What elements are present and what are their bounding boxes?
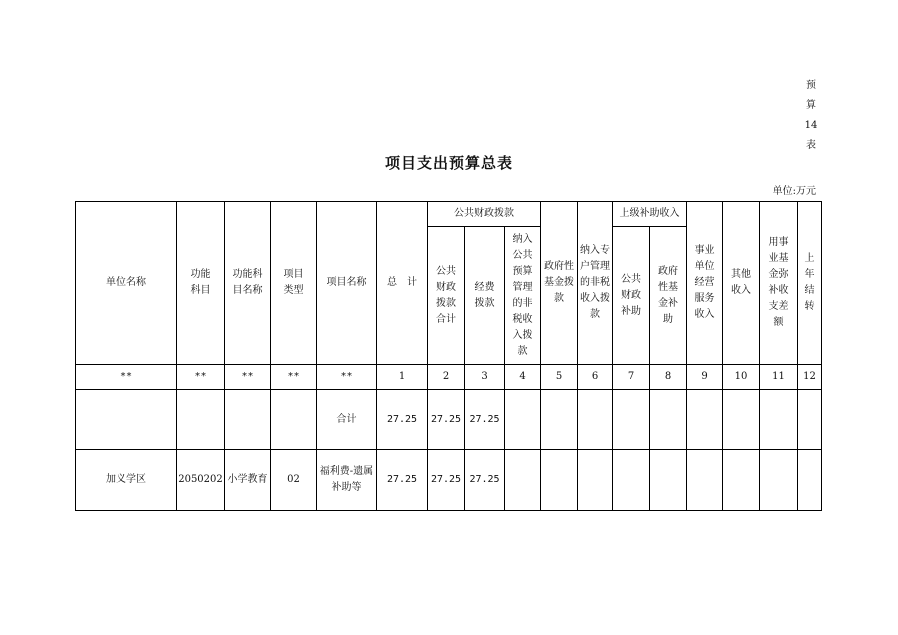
header-fund-makeup: 用事业基金弥补收支差额 — [760, 202, 798, 365]
header-func-subject-name: 功能科目名称 — [225, 202, 271, 365]
index-cell: 2 — [428, 365, 465, 390]
table-row — [76, 450, 822, 511]
header-nontax-in-budget: 纳入公共预算管理的非税收入拨款 — [505, 227, 541, 365]
index-cell: 11 — [760, 365, 798, 390]
cell-unit-name: 加义学区 — [76, 450, 177, 511]
cell-public-finance-sum: 27.25 — [428, 450, 465, 511]
header-unit-name: 单位名称 — [76, 202, 177, 365]
header-gov-fund-subsidy: 政府性基金补助 — [650, 227, 687, 365]
index-cell: ** — [76, 365, 177, 390]
header-superior-subsidy-group: 上级补助收入 — [613, 202, 687, 227]
table-row-total — [76, 390, 822, 450]
cell-func-subject-name — [225, 390, 271, 450]
index-cell: 12 — [798, 365, 822, 390]
cell-nontax-in-budget — [505, 390, 541, 450]
header-public-finance-group: 公共财政拨款 — [428, 202, 541, 227]
cell-carryover — [798, 450, 822, 511]
index-row — [76, 365, 822, 390]
header-other-income: 其他收入 — [723, 202, 760, 365]
cell-business-income — [687, 450, 723, 511]
budget-table — [75, 201, 822, 511]
header-project-type: 项目类型 — [271, 202, 317, 365]
cell-public-finance-sum: 27.25 — [428, 390, 465, 450]
page-title: 项目支出预算总表 — [384, 154, 513, 172]
header-project-name: 项目名称 — [317, 202, 377, 365]
cell-func-subject-name: 小学教育 — [225, 450, 271, 511]
corner-char: 表 — [806, 140, 816, 151]
header-func-subject: 功能科目 — [177, 202, 225, 365]
index-cell: 6 — [578, 365, 613, 390]
header-public-finance-subsidy: 公共财政补助 — [613, 227, 650, 365]
cell-gov-fund — [541, 390, 578, 450]
cell-other-income — [723, 450, 760, 511]
index-cell: 4 — [505, 365, 541, 390]
index-cell: ** — [271, 365, 317, 390]
cell-public-finance-subsidy — [613, 450, 650, 511]
cell-fund-makeup — [760, 390, 798, 450]
index-cell: 7 — [613, 365, 650, 390]
cell-project-type: 02 — [271, 450, 317, 511]
corner-char: 算 — [806, 100, 816, 111]
index-cell: 5 — [541, 365, 578, 390]
header-special-nontax: 纳入专户管理的非税收入拨款 — [578, 202, 613, 365]
cell-func-subject: 2050202 — [177, 450, 225, 511]
cell-total: 27.25 — [377, 450, 428, 511]
index-cell: 8 — [650, 365, 687, 390]
index-cell: ** — [225, 365, 271, 390]
cell-project-name: 福利费-遗属补助等 — [317, 450, 377, 511]
cell-operating-funds: 27.25 — [465, 390, 505, 450]
header-business-income: 事业单位经营服务收入 — [687, 202, 723, 365]
header-carryover: 上年结转 — [798, 202, 822, 365]
cell-project-type — [271, 390, 317, 450]
index-cell: ** — [317, 365, 377, 390]
cell-special-nontax — [578, 390, 613, 450]
cell-gov-fund — [541, 450, 578, 511]
cell-fund-makeup — [760, 450, 798, 511]
cell-operating-funds: 27.25 — [465, 450, 505, 511]
cell-gov-fund-subsidy — [650, 390, 687, 450]
header-gov-fund: 政府性基金拨款 — [541, 202, 578, 365]
table-number-label — [803, 76, 819, 156]
corner-char: 14 — [804, 120, 818, 131]
header-total: 总 计 — [377, 202, 428, 365]
cell-project-name: 合计 — [317, 390, 377, 450]
cell-public-finance-subsidy — [613, 390, 650, 450]
cell-special-nontax — [578, 450, 613, 511]
cell-business-income — [687, 390, 723, 450]
index-cell: 3 — [465, 365, 505, 390]
header-public-finance-sum: 公共财政拨款合计 — [428, 227, 465, 365]
index-cell: 10 — [723, 365, 760, 390]
header-operating-funds: 经费拨款 — [465, 227, 505, 365]
cell-unit-name — [76, 390, 177, 450]
cell-nontax-in-budget — [505, 450, 541, 511]
index-cell: 9 — [687, 365, 723, 390]
index-cell: ** — [177, 365, 225, 390]
cell-carryover — [798, 390, 822, 450]
unit-label: 单位:万元 — [772, 186, 816, 197]
corner-char: 预 — [806, 80, 816, 91]
cell-gov-fund-subsidy — [650, 450, 687, 511]
cell-func-subject — [177, 390, 225, 450]
cell-total: 27.25 — [377, 390, 428, 450]
cell-other-income — [723, 390, 760, 450]
index-cell: 1 — [377, 365, 428, 390]
